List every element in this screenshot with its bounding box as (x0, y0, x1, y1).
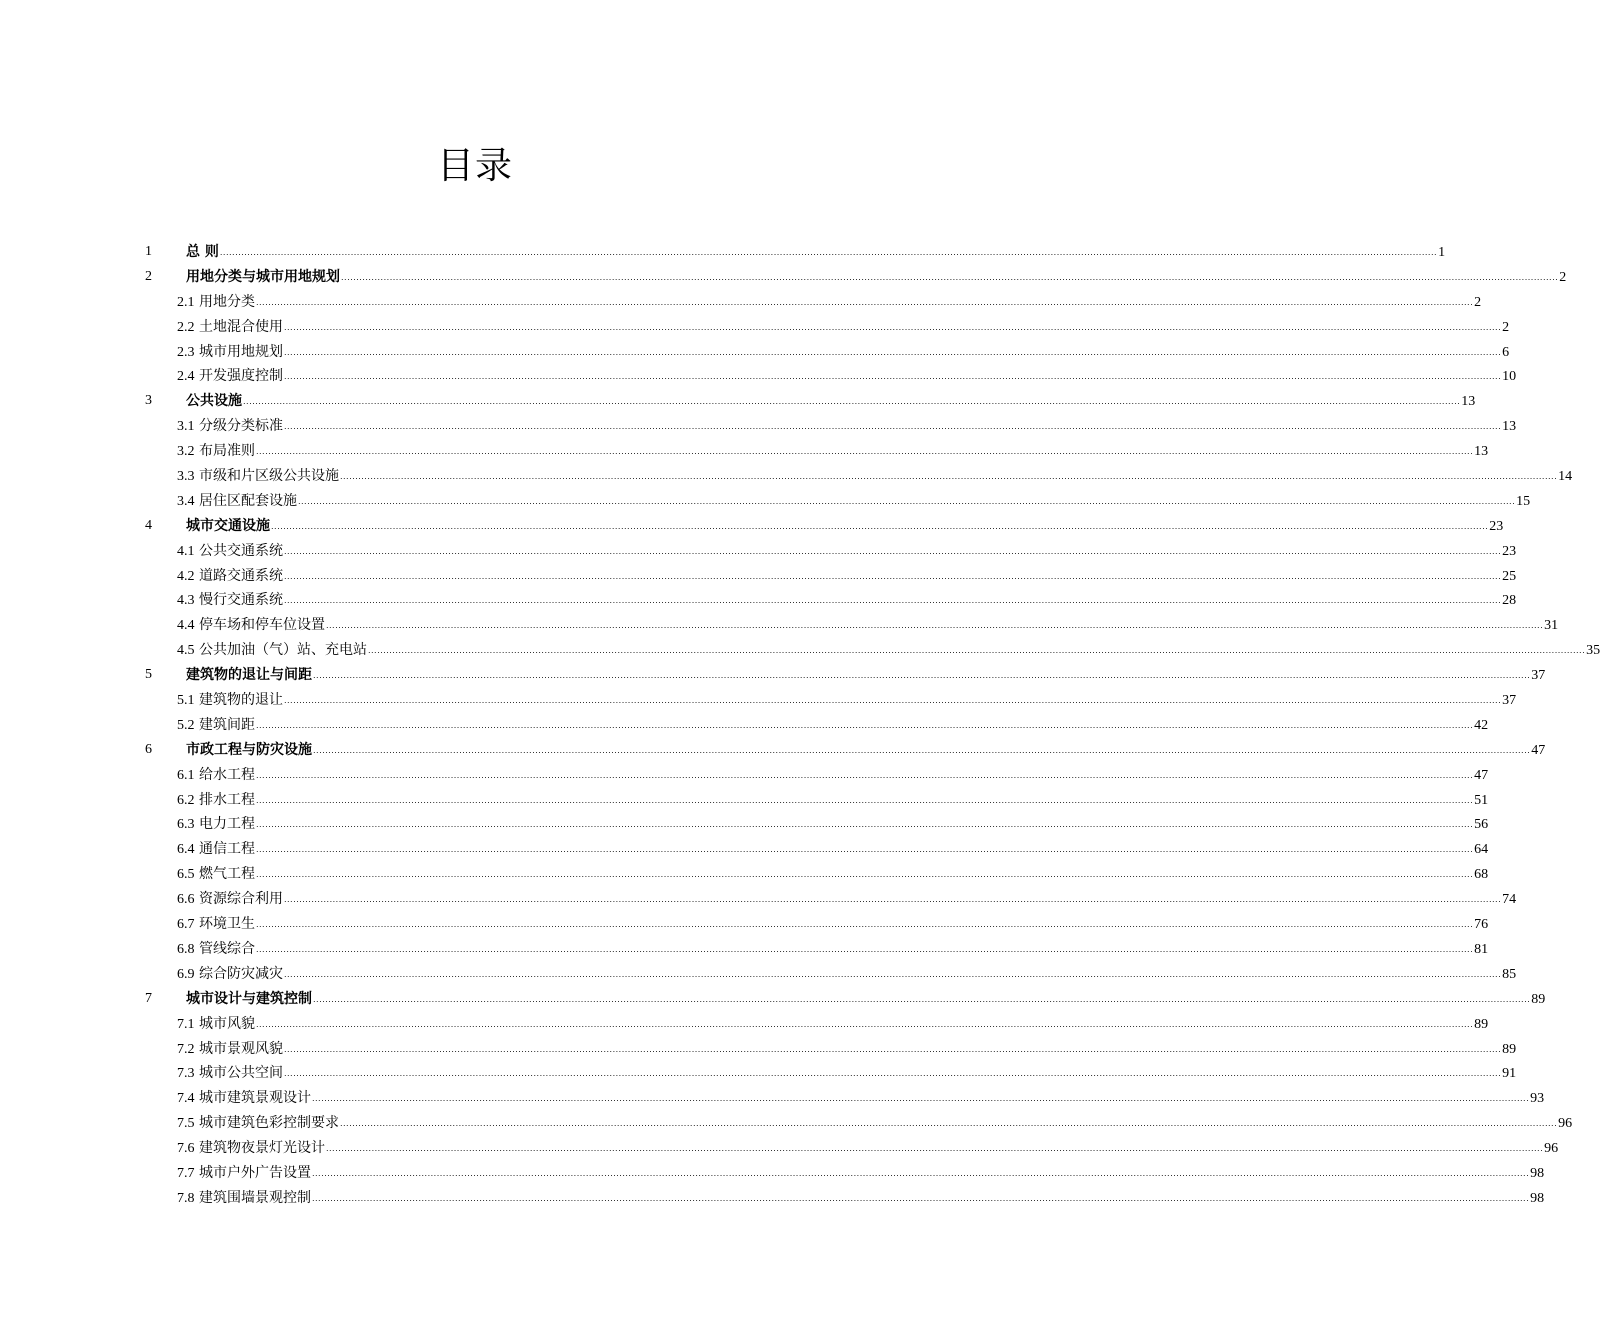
toc-entry-label (177, 364, 283, 390)
dot-leader: ................................................................................................................................................................................................................................................................................................................................................................................................................ (283, 1044, 1502, 1054)
toc-page-number: 10 (1502, 369, 1517, 385)
dot-leader: ................................................................................................................................................................................................................................................................................................................................................................................................................ (283, 422, 1502, 432)
toc-entry-label (186, 240, 219, 265)
toc-entry-content (186, 663, 1546, 690)
toc-entry-title: 城市建筑景观设计 (198, 1090, 311, 1107)
toc-page-number: 13 (1461, 394, 1476, 410)
dot-leader: ................................................................................................................................................................................................................................................................................................................................................................................................................ (283, 347, 1502, 357)
toc-entry-content (186, 514, 1504, 541)
dot-leader: ................................................................................................................................................................................................................................................................................................................................................................................................................ (283, 322, 1502, 332)
toc-chapter-number: 1 (145, 244, 152, 259)
toc-section-number: 7.6 (177, 1141, 195, 1157)
toc-chapter-number: 4 (145, 517, 152, 533)
toc-section-number: 7.5 (177, 1116, 195, 1132)
toc-section-number: 6.6 (177, 892, 195, 908)
dot-leader: ................................................................................................................................................................................................................................................................................................................................................................................................................ (255, 770, 1474, 780)
dot-leader: ................................................................................................................................................................................................................................................................................................................................................................................................................ (255, 1019, 1474, 1029)
toc-section-entry[interactable] (0, 439, 1489, 464)
toc-section-entry[interactable] (0, 912, 1489, 937)
toc-chapter-number: 5 (145, 667, 152, 683)
dot-leader: ................................................................................................................................................................................................................................................................................................................................................................................................................ (311, 1168, 1530, 1178)
toc-entry-content (177, 962, 1517, 989)
toc-entry-title: 城市风貌 (198, 1015, 255, 1032)
toc-page-number: 42 (1474, 717, 1489, 733)
toc-entry-label (177, 439, 255, 465)
toc-entry-content (177, 937, 1489, 964)
toc-entry-label (177, 315, 283, 341)
toc-page-number: 31 (1544, 618, 1559, 634)
dot-leader: ................................................................................................................................................................................................................................................................................................................................................................................................................ (341, 272, 1559, 282)
dot-leader: ................................................................................................................................................................................................................................................................................................................................................................................................................ (325, 1144, 1544, 1154)
toc-entry-label (177, 1136, 325, 1162)
dot-leader: ................................................................................................................................................................................................................................................................................................................................................................................................................ (283, 895, 1502, 905)
toc-page-number: 51 (1474, 792, 1489, 808)
toc-page-number: 14 (1558, 469, 1573, 485)
toc-page-number: 89 (1502, 1041, 1517, 1057)
toc-entry-title: 燃气工程 (198, 866, 255, 883)
toc-page-number: 13 (1502, 419, 1517, 435)
dot-leader: ................................................................................................................................................................................................................................................................................................................................................................................................................ (283, 546, 1502, 556)
toc-entry-label (186, 514, 270, 539)
toc-entry-content (177, 439, 1489, 466)
toc-entry-content (186, 987, 1546, 1014)
toc-entry-title: 城市设计与建筑控制 (186, 990, 312, 1007)
toc-section-number: 2.1 (177, 294, 195, 310)
toc-entry-title: 停车场和停车位设置 (198, 617, 325, 634)
toc-entry-content (177, 613, 1559, 640)
dot-leader: ................................................................................................................................................................................................................................................................................................................................................................................................................ (313, 745, 1531, 755)
toc-entry-content (177, 1037, 1517, 1064)
toc-section-number: 6.3 (177, 817, 195, 833)
dot-leader: ................................................................................................................................................................................................................................................................................................................................................................................................................ (271, 521, 1489, 531)
toc-chapter-number: 7 (145, 990, 152, 1006)
toc-entry-content (177, 638, 1600, 665)
toc-section-number: 2.3 (177, 344, 195, 360)
toc-entry-label (177, 862, 255, 888)
toc-entry-title: 道路交通系统 (198, 567, 283, 584)
toc-entry-label (177, 763, 255, 789)
toc-entry-title: 资源综合利用 (198, 891, 283, 908)
toc-chapter-entry[interactable] (0, 240, 1446, 265)
toc-entry-label (177, 1111, 339, 1137)
toc-page-number: 2 (1502, 319, 1510, 335)
toc-entry-title: 电力工程 (198, 816, 255, 833)
toc-section-entry[interactable] (0, 937, 1489, 962)
dot-leader: ................................................................................................................................................................................................................................................................................................................................................................................................................ (339, 1119, 1558, 1129)
toc-entry-content (177, 1111, 1573, 1138)
dot-leader: ................................................................................................................................................................................................................................................................................................................................................................................................................ (325, 621, 1544, 631)
toc-entry-title: 建筑物的退让与间距 (186, 667, 312, 684)
toc-chapter-number: 3 (145, 393, 152, 409)
toc-entry-label (177, 588, 283, 614)
dot-leader: ................................................................................................................................................................................................................................................................................................................................................................................................................ (255, 845, 1474, 855)
toc-section-number: 7.3 (177, 1066, 195, 1082)
toc-page-number: 64 (1474, 842, 1489, 858)
toc-section-entry[interactable] (0, 688, 1517, 713)
toc-entry-content (186, 240, 1446, 267)
toc-entry-content (177, 812, 1489, 839)
toc-entry-content (177, 1186, 1545, 1213)
toc-chapter-entry[interactable] (0, 265, 1567, 290)
toc-entry-label (177, 937, 255, 963)
toc-entry-label (177, 837, 255, 863)
toc-page-number: 98 (1530, 1190, 1545, 1206)
toc-entry-content (186, 389, 1476, 416)
toc-section-number: 6.8 (177, 941, 195, 957)
toc-entry-label (177, 564, 283, 590)
dot-leader: ................................................................................................................................................................................................................................................................................................................................................................................................................ (311, 1094, 1530, 1104)
toc-entry-content (177, 912, 1489, 939)
toc-entry-content (177, 1136, 1559, 1163)
toc-entry-label (177, 638, 367, 664)
dot-leader: ................................................................................................................................................................................................................................................................................................................................................................................................................ (339, 472, 1558, 482)
toc-page-number: 89 (1531, 991, 1546, 1007)
toc-entry-title: 市级和片区级公共设施 (198, 468, 339, 485)
dot-leader: ................................................................................................................................................................................................................................................................................................................................................................................................................ (255, 795, 1474, 805)
toc-page-number: 91 (1502, 1066, 1517, 1082)
toc-entry-content (177, 788, 1489, 815)
toc-entry-title: 综合防灾减灾 (198, 965, 283, 982)
toc-page-number: 15 (1516, 493, 1531, 509)
toc-entry-title: 管线综合 (198, 940, 255, 957)
toc-section-entry[interactable] (0, 1061, 1517, 1086)
dot-leader: ................................................................................................................................................................................................................................................................................................................................................................................................................ (283, 1069, 1502, 1079)
toc-entry-title: 用地分类 (198, 293, 255, 310)
toc-entry-content (177, 588, 1517, 615)
toc-section-entry[interactable] (0, 364, 1517, 389)
toc-section-number: 7.1 (177, 1016, 195, 1032)
dot-leader: ................................................................................................................................................................................................................................................................................................................................................................................................................ (255, 820, 1474, 830)
toc-page-number: 25 (1502, 568, 1517, 584)
toc-entry-label (177, 290, 255, 316)
toc-chapter-entry[interactable] (0, 987, 1546, 1012)
toc-entry-content (177, 1161, 1545, 1188)
toc-section-number: 7.8 (177, 1190, 195, 1206)
toc-section-entry[interactable] (0, 489, 1531, 514)
toc-entry-title: 城市户外广告设置 (198, 1164, 311, 1181)
toc-page-number: 2 (1559, 269, 1567, 285)
toc-page-number: 96 (1558, 1116, 1573, 1132)
toc-section-entry[interactable] (0, 638, 1600, 663)
toc-section-entry[interactable] (0, 414, 1517, 439)
toc-entry-content (177, 688, 1517, 715)
toc-section-number: 6.2 (177, 792, 195, 808)
toc-entry-title: 给水工程 (198, 766, 255, 783)
dot-leader: ................................................................................................................................................................................................................................................................................................................................................................................................................ (367, 646, 1586, 656)
toc-entry-title: 排水工程 (198, 791, 255, 808)
toc-entry-title: 公共交通系统 (198, 542, 283, 559)
toc-entry-title: 布局准则 (198, 443, 255, 460)
dot-leader: ................................................................................................................................................................................................................................................................................................................................................................................................................ (283, 696, 1502, 706)
toc-section-number: 6.1 (177, 767, 195, 783)
toc-entry-title: 市政工程与防灾设施 (186, 741, 312, 758)
toc-section-number: 3.2 (177, 444, 195, 460)
toc-entry-title: 环境卫生 (198, 916, 255, 933)
dot-leader: ................................................................................................................................................................................................................................................................................................................................................................................................................ (313, 994, 1531, 1004)
toc-entry-label (177, 788, 255, 814)
toc-entry-content (177, 290, 1482, 317)
toc-page-number: 68 (1474, 867, 1489, 883)
dot-leader: ................................................................................................................................................................................................................................................................................................................................................................................................................ (311, 1193, 1530, 1203)
toc-entry-content (177, 763, 1489, 790)
toc-page-number: 6 (1502, 344, 1510, 360)
toc-entry-label (186, 663, 312, 688)
toc-entry-title: 城市建筑色彩控制要求 (198, 1115, 339, 1132)
toc-section-number: 6.5 (177, 867, 195, 883)
toc-entry-label (177, 1037, 283, 1063)
toc-section-number: 4.3 (177, 593, 195, 609)
toc-section-entry[interactable] (0, 812, 1489, 837)
toc-section-entry[interactable] (0, 962, 1517, 987)
toc-section-entry[interactable] (0, 315, 1510, 340)
toc-entry-content (177, 315, 1510, 342)
toc-page-number: 47 (1531, 742, 1546, 758)
toc-section-entry[interactable] (0, 588, 1517, 613)
toc-entry-content (177, 1061, 1517, 1088)
toc-section-entry[interactable] (0, 539, 1517, 564)
toc-entry-title: 建筑间距 (198, 716, 255, 733)
dot-leader: ................................................................................................................................................................................................................................................................................................................................................................................................................ (283, 372, 1502, 382)
toc-chapter-entry[interactable] (0, 738, 1546, 763)
dot-leader: ................................................................................................................................................................................................................................................................................................................................................................................................................ (255, 944, 1474, 954)
toc-section-entry[interactable] (0, 1111, 1573, 1136)
toc-entry-label (177, 812, 255, 838)
toc-section-number: 2.4 (177, 369, 195, 385)
dot-leader: ................................................................................................................................................................................................................................................................................................................................................................................................................ (255, 447, 1474, 457)
toc-entry-title: 开发强度控制 (198, 368, 283, 385)
toc-entry-label (177, 887, 283, 913)
toc-entry-title: 居住区配套设施 (198, 492, 297, 509)
toc-chapter-number: 2 (145, 268, 152, 284)
dot-leader: ................................................................................................................................................................................................................................................................................................................................................................................................................ (283, 969, 1502, 979)
toc-section-number: 3.4 (177, 493, 195, 509)
toc-entry-label (177, 688, 283, 714)
toc-entry-title: 城市交通设施 (186, 517, 270, 534)
toc-page-number: 89 (1474, 1016, 1489, 1032)
toc-entry-title: 公共加油（气）站、充电站 (198, 642, 367, 659)
toc-page-number: 56 (1474, 817, 1489, 833)
toc-entry-title: 建筑物的退让 (198, 692, 283, 709)
toc-entry-title: 慢行交通系统 (198, 592, 283, 609)
page-title: 目录 (437, 144, 513, 187)
toc-section-number: 5.2 (177, 717, 195, 733)
toc-entry-content (177, 364, 1517, 391)
toc-section-number: 4.4 (177, 618, 195, 634)
toc-section-number: 6.7 (177, 917, 195, 933)
toc-page-number: 37 (1531, 668, 1546, 684)
dot-leader: ................................................................................................................................................................................................................................................................................................................................................................................................................ (283, 571, 1502, 581)
toc-section-number: 3.1 (177, 419, 195, 435)
toc-entry-content (177, 862, 1489, 889)
toc-section-number: 4.2 (177, 568, 195, 584)
toc-entry-title: 建筑围墙景观控制 (198, 1189, 311, 1206)
dot-leader: ................................................................................................................................................................................................................................................................................................................................................................................................................ (255, 920, 1474, 930)
toc-page-number: 74 (1502, 892, 1517, 908)
dot-leader: ................................................................................................................................................................................................................................................................................................................................................................................................................ (297, 496, 1516, 506)
toc-chapter-entry[interactable] (0, 514, 1504, 539)
toc-section-number: 2.2 (177, 319, 195, 335)
toc-chapter-number: 6 (145, 741, 152, 757)
toc-page-number: 81 (1474, 941, 1489, 957)
toc-entry-label (177, 464, 339, 490)
toc-entry-title: 建筑物夜景灯光设计 (198, 1140, 325, 1157)
toc-page-number: 47 (1474, 767, 1489, 783)
toc-entry-label (177, 1086, 311, 1112)
toc-entry-content (177, 340, 1510, 367)
toc-entry-label (177, 340, 283, 366)
toc-section-number: 4.1 (177, 543, 195, 559)
toc-entry-title: 城市景观风貌 (198, 1040, 283, 1057)
toc-entry-content (177, 1012, 1489, 1039)
toc-page-number: 96 (1544, 1141, 1559, 1157)
toc-section-number: 6.4 (177, 842, 195, 858)
toc-entry-label (177, 713, 255, 739)
toc-page-number: 23 (1502, 543, 1517, 559)
dot-leader: ................................................................................................................................................................................................................................................................................................................................................................................................................ (219, 248, 1438, 257)
toc-page-number: 37 (1502, 693, 1517, 709)
toc-entry-label (177, 912, 255, 938)
dot-leader: ................................................................................................................................................................................................................................................................................................................................................................................................................ (255, 720, 1474, 730)
toc-section-entry[interactable] (0, 788, 1489, 813)
toc-entry-title: 用地分类与城市用地规划 (186, 268, 340, 285)
toc-entry-title: 城市公共空间 (198, 1065, 283, 1082)
toc-section-number: 5.1 (177, 693, 195, 709)
toc-entry-label (177, 489, 297, 515)
toc-entry-content (186, 738, 1546, 765)
toc-page-number: 2 (1474, 294, 1482, 310)
toc-section-entry[interactable] (0, 564, 1517, 589)
toc-entry-label (177, 1186, 311, 1212)
toc-page-number: 35 (1586, 643, 1600, 659)
toc-entry-title: 城市用地规划 (198, 343, 283, 360)
toc-page-number: 23 (1489, 518, 1504, 534)
toc-entry-title: 分级分类标准 (198, 418, 283, 435)
toc-section-number: 3.3 (177, 469, 195, 485)
toc-entry-label (186, 389, 242, 414)
toc-entry-label (177, 1012, 255, 1038)
toc-entry-content (177, 1086, 1545, 1113)
toc-section-entry[interactable] (0, 1086, 1545, 1111)
toc-section-number: 7.7 (177, 1165, 195, 1181)
toc-section-entry[interactable] (0, 1161, 1545, 1186)
table-of-contents (0, 240, 1600, 1211)
toc-entry-content (177, 564, 1517, 591)
toc-page-number: 93 (1530, 1091, 1545, 1107)
toc-section-entry[interactable] (0, 1037, 1517, 1062)
toc-section-number: 6.9 (177, 966, 195, 982)
toc-section-entry[interactable] (0, 763, 1489, 788)
toc-page-number: 98 (1530, 1165, 1545, 1181)
toc-section-entry[interactable] (0, 464, 1573, 489)
toc-entry-content (177, 887, 1517, 914)
toc-entry-label (177, 414, 283, 440)
toc-entry-content (177, 414, 1517, 441)
dot-leader: ................................................................................................................................................................................................................................................................................................................................................................................................................ (283, 596, 1502, 606)
toc-section-entry[interactable] (0, 1186, 1545, 1211)
toc-entry-label (186, 987, 312, 1012)
toc-entry-content (177, 713, 1489, 740)
toc-entry-content (177, 464, 1573, 491)
toc-section-entry[interactable] (0, 713, 1489, 738)
toc-section-entry[interactable] (0, 340, 1510, 365)
toc-page-number: 1 (1438, 245, 1446, 260)
toc-chapter-entry[interactable] (0, 663, 1546, 688)
toc-entry-content (186, 265, 1567, 292)
toc-entry-title: 通信工程 (198, 841, 255, 858)
toc-page-number: 28 (1502, 593, 1517, 609)
toc-entry-label (186, 265, 340, 290)
toc-section-entry[interactable] (0, 613, 1559, 638)
toc-entry-label (177, 613, 325, 639)
toc-section-entry[interactable] (0, 290, 1482, 315)
toc-section-entry[interactable] (0, 887, 1517, 912)
toc-entry-title: 总 则 (186, 244, 219, 260)
toc-page-number: 85 (1502, 966, 1517, 982)
dot-leader: ................................................................................................................................................................................................................................................................................................................................................................................................................ (313, 671, 1531, 681)
toc-entry-label (186, 738, 312, 763)
toc-entry-label (177, 539, 283, 565)
dot-leader: ................................................................................................................................................................................................................................................................................................................................................................................................................ (255, 297, 1474, 307)
toc-section-number: 7.4 (177, 1091, 195, 1107)
dot-leader: ................................................................................................................................................................................................................................................................................................................................................................................................................ (255, 870, 1474, 880)
toc-page-number: 13 (1474, 444, 1489, 460)
toc-section-entry[interactable] (0, 862, 1489, 887)
dot-leader: ................................................................................................................................................................................................................................................................................................................................................................................................................ (243, 397, 1461, 407)
toc-entry-title: 土地混合使用 (198, 318, 283, 335)
toc-entry-label (177, 1161, 311, 1187)
toc-entry-title: 公共设施 (186, 393, 242, 410)
toc-entry-content (177, 837, 1489, 864)
toc-page-number: 76 (1474, 917, 1489, 933)
toc-entry-label (177, 1061, 283, 1087)
toc-chapter-entry[interactable] (0, 389, 1476, 414)
toc-entry-label (177, 962, 283, 988)
toc-section-number: 7.2 (177, 1041, 195, 1057)
toc-section-number: 4.5 (177, 643, 195, 659)
toc-section-entry[interactable] (0, 1136, 1559, 1161)
toc-section-entry[interactable] (0, 1012, 1489, 1037)
toc-entry-content (177, 539, 1517, 566)
toc-section-entry[interactable] (0, 837, 1489, 862)
toc-entry-content (177, 489, 1531, 516)
